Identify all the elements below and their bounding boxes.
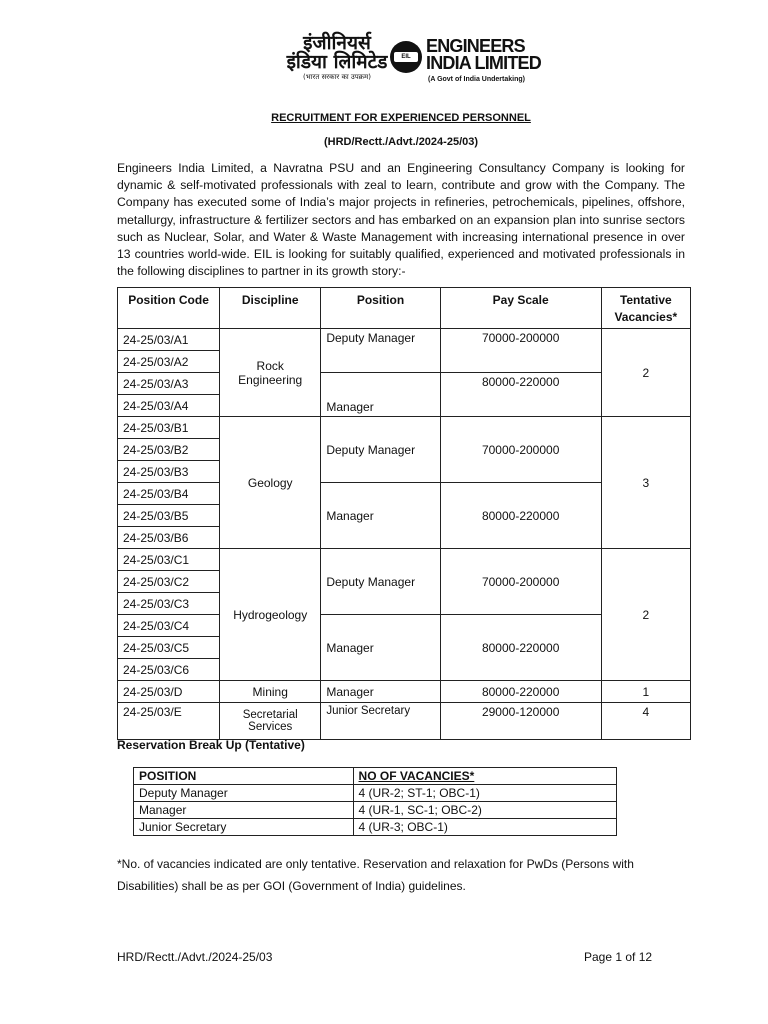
pay-scale-cell: 70000-200000 [440, 549, 601, 615]
vacancies-cell: 1 [601, 681, 690, 703]
position-cell: Manager [321, 615, 440, 681]
position-code: 24-25/03/B4 [118, 483, 220, 505]
table-row [118, 417, 691, 439]
pay-scale-cell: 80000-220000 [440, 615, 601, 681]
position-cell: Manager [321, 483, 440, 549]
position-code: 24-25/03/B2 [118, 439, 220, 461]
position-cell: Manager [321, 681, 440, 703]
eil-emblem-icon: EIL [390, 41, 422, 73]
vacancies-cell: 4 [601, 703, 690, 740]
header-position: POSITION [134, 768, 354, 785]
vacancies-cell: 2 [601, 549, 690, 681]
position-code: 24-25/03/A4 [118, 395, 220, 417]
vacancy-note: *No. of vacancies indicated are only tentative. Reservation and relaxation for PwDs (Persons with Disabilities) shall be as per GOI (Government of India) guidelines. [117, 857, 634, 893]
position-code: 24-25/03/E [118, 703, 220, 740]
header-discipline: Discipline [220, 288, 321, 329]
position-code: 24-25/03/B6 [118, 527, 220, 549]
position-code: 24-25/03/B3 [118, 461, 220, 483]
table-header-row [118, 288, 691, 329]
reservation-title: Reservation Break Up (Tentative) [117, 738, 305, 752]
position-code: 24-25/03/C2 [118, 571, 220, 593]
position-code: 24-25/03/B5 [118, 505, 220, 527]
header-vacancies: Tentative Vacancies* [601, 288, 690, 329]
pay-scale-cell: 80000-220000 [440, 373, 601, 417]
discipline-cell: Geology [220, 417, 321, 549]
page-title: RECRUITMENT FOR EXPERIENCED PERSONNEL [271, 112, 531, 124]
position-code: 24-25/03/C1 [118, 549, 220, 571]
pay-scale-cell: 80000-220000 [440, 681, 601, 703]
logo-tagline: (A Govt of India Undertaking) [428, 76, 525, 83]
position-code: 24-25/03/C3 [118, 593, 220, 615]
pay-scale-cell: 29000-120000 [440, 703, 601, 740]
discipline-cell: Hydrogeology [220, 549, 321, 681]
discipline-cell: Rock Engineering [220, 329, 321, 417]
table-row [134, 819, 617, 836]
vacancies-cell: 3 [601, 417, 690, 549]
position-code: 24-25/03/C4 [118, 615, 220, 637]
discipline-cell: Mining [220, 681, 321, 703]
table-row [118, 681, 691, 703]
reservation-position: Manager [134, 802, 354, 819]
company-logo [268, 34, 550, 92]
position-cell: Deputy Manager [321, 329, 440, 373]
reservation-position: Junior Secretary [134, 819, 354, 836]
table-row [134, 802, 617, 819]
position-code: 24-25/03/C6 [118, 659, 220, 681]
reservation-vacancies: 4 (UR-2; ST-1; OBC-1) [353, 785, 616, 802]
table-row [134, 785, 617, 802]
positions-table [117, 287, 691, 740]
pay-scale-cell: 80000-220000 [440, 483, 601, 549]
advertisement-number: (HRD/Rectt./Advt./2024-25/03) [323, 136, 479, 148]
table-header-row [134, 768, 617, 785]
table-row [118, 703, 691, 740]
vacancies-cell: 2 [601, 329, 690, 417]
position-code: 24-25/03/A1 [118, 329, 220, 351]
position-cell: Deputy Manager [321, 417, 440, 483]
header-no-of-vacancies: NO OF VACANCIES* [353, 768, 616, 785]
position-code: 24-25/03/A2 [118, 351, 220, 373]
reservation-vacancies: 4 (UR-3; OBC-1) [353, 819, 616, 836]
intro-paragraph: Engineers India Limited, a Navratna PSU and an Engineering Consultancy Company is looking for dynamic & self-motivated professionals with zeal to learn, contribute and grow with the Company. The Company has executed some of India’s major projects in refineries, petrochemicals, pipelines, offshore, metallurgy, infrastructure & fertilizer sectors and has embarked on an expansion plan into sunrise sectors such as Nuclear, Solar, and Water & Waste Management with increasing international presence in over 13 countries world-wide. EIL is looking for suitably qualified, experienced and motivated professionals in the following disciplines to partner in its growth story:- [117, 161, 685, 279]
pay-scale-cell: 70000-200000 [440, 329, 601, 373]
position-code: 24-25/03/A3 [118, 373, 220, 395]
logo-hindi-text: इंजीनियर्स इंडिया लिमिटेड (भारत सरकार का उपक्रम) [286, 32, 388, 81]
header-position: Position [321, 288, 440, 329]
position-code: 24-25/03/B1 [118, 417, 220, 439]
logo-english-text: ENGINEERS INDIA LIMITED [426, 36, 541, 73]
discipline-cell: Secretarial Services [220, 703, 321, 740]
header-pay-scale: Pay Scale [440, 288, 601, 329]
header-position-code: Position Code [118, 288, 220, 329]
footer-reference: HRD/Rectt./Advt./2024-25/03 [117, 950, 273, 964]
position-cell: Manager [321, 373, 440, 417]
reservation-vacancies: 4 (UR-1, SC-1; OBC-2) [353, 802, 616, 819]
reservation-table [133, 767, 617, 836]
position-code: 24-25/03/C5 [118, 637, 220, 659]
page-number: Page 1 of 12 [584, 950, 653, 964]
position-cell: Junior Secretary [321, 703, 440, 740]
pay-scale-cell: 70000-200000 [440, 417, 601, 483]
table-row [118, 329, 691, 351]
reservation-position: Deputy Manager [134, 785, 354, 802]
table-row [118, 549, 691, 571]
position-cell: Deputy Manager [321, 549, 440, 615]
position-code: 24-25/03/D [118, 681, 220, 703]
